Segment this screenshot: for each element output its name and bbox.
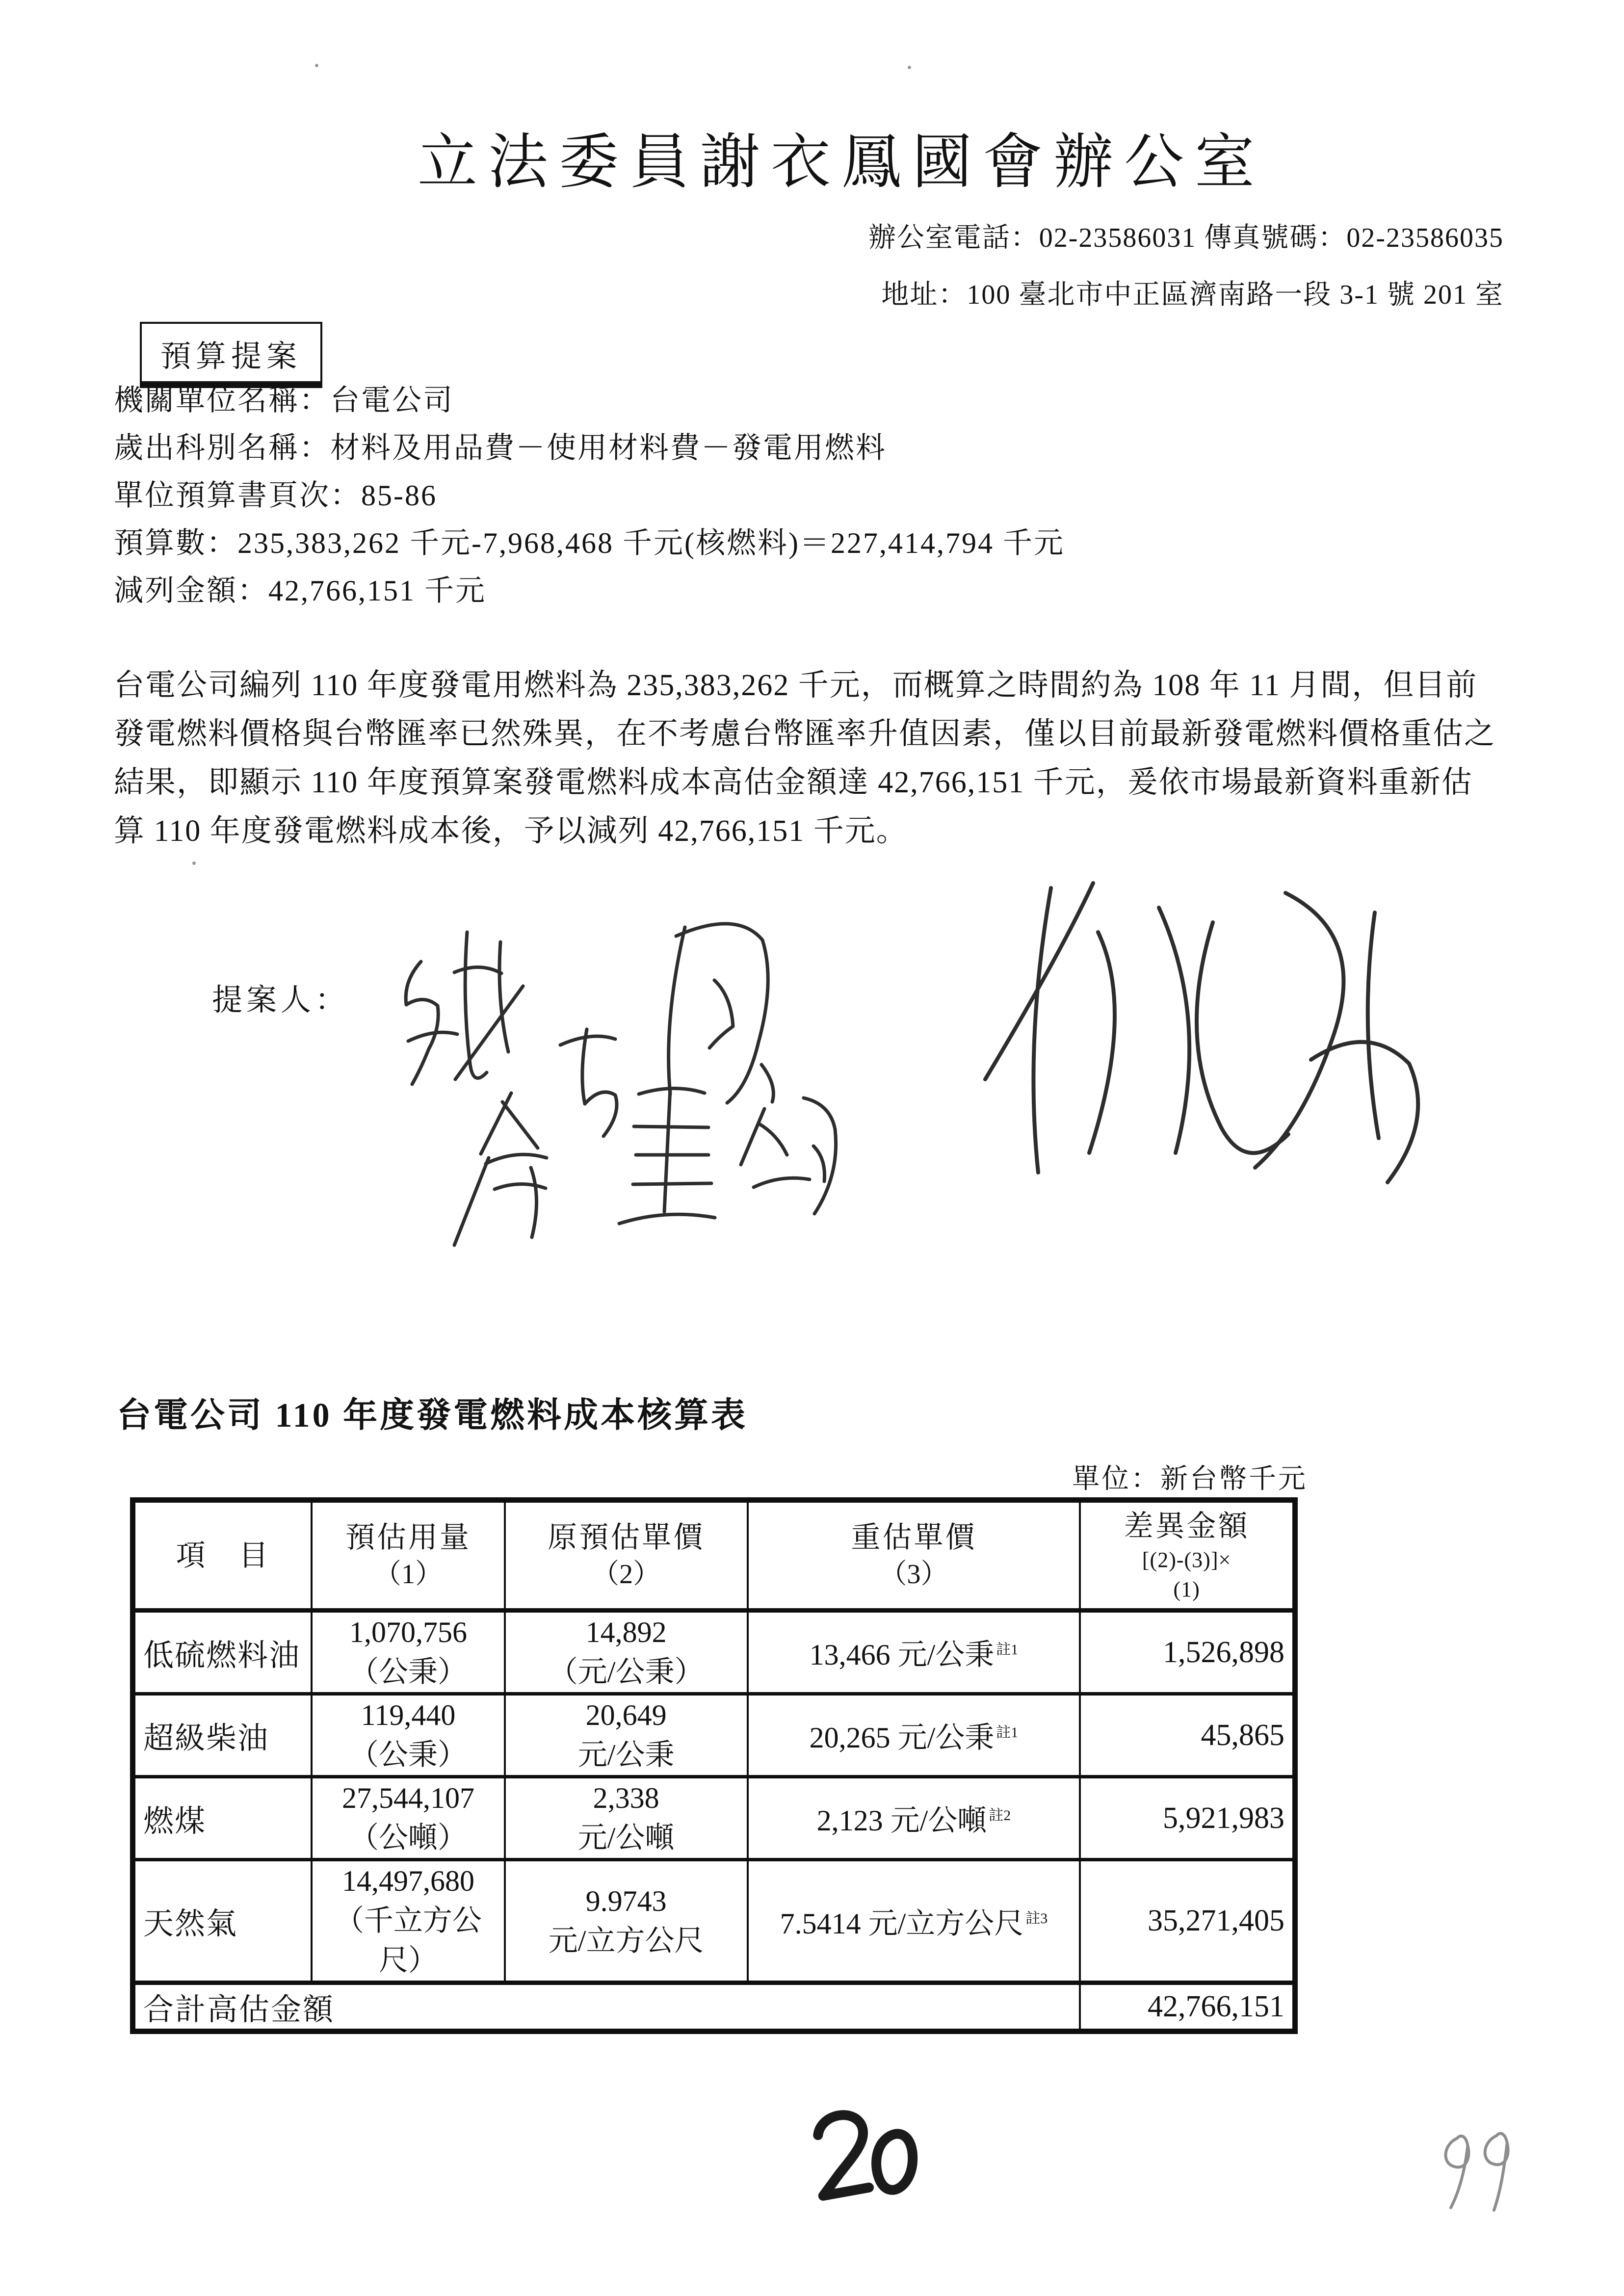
office-phone-fax-line: 辦公室電話：02-23586031 傳真號碼：02-23586035 [868, 223, 1504, 253]
row-difference-amount: 5,921,983 [1080, 1777, 1295, 1860]
row-difference-amount: 1,526,898 [1080, 1611, 1295, 1694]
currency-unit-note: 單位：新台幣千元 [1072, 1464, 1308, 1494]
footnote-ref: 註1 [996, 1642, 1019, 1658]
col-header-reestimated-unit-price: 重估單價 （3） [748, 1500, 1080, 1611]
table-row [133, 1611, 1295, 1694]
reduction-amount-line: 減列金額：42,766,151 千元 [114, 574, 486, 607]
expenditure-category-line: 歲出科別名稱：材料及用品費－使用材料費－發電用燃料 [114, 432, 887, 464]
proposal-body-paragraph [114, 661, 1537, 856]
total-label: 合計高估金額 [133, 1983, 1080, 2032]
cost-table-title: 台電公司 110 年度發電燃料成本核算表 [117, 1397, 748, 1435]
proposer-signatures-handwriting [339, 849, 1447, 1251]
table-total-row [133, 1983, 1295, 2032]
footnote-ref: 註2 [989, 1807, 1011, 1824]
row-item-name: 天然氣 [133, 1860, 312, 1983]
budget-amount-line: 預算數：235,383,262 千元-7,968,468 千元(核燃料)＝227,414,794 千元 [114, 527, 1065, 559]
col-header-original-unit-price: 原預估單價 （2） [505, 1500, 748, 1611]
signature-1 [406, 924, 773, 1136]
table-row [133, 1777, 1295, 1860]
footnote-ref: 註3 [1025, 1910, 1048, 1927]
row-original-unit-price: 14,892 （元/公秉） [505, 1611, 748, 1694]
row-item-name: 燃煤 [133, 1777, 312, 1860]
handwritten-page-number-20 [791, 2097, 924, 2221]
agency-name-line: 機關單位名稱：台電公司 [114, 384, 454, 417]
row-estimated-usage: 1,070,756 （公秉） [312, 1611, 504, 1694]
row-estimated-usage: 27,544,107 （公噸） [312, 1777, 504, 1860]
handwritten-corner-number-99 [1431, 2116, 1528, 2218]
col-header-item: 項 目 [133, 1500, 312, 1611]
signature-2 [454, 1088, 836, 1245]
signature-3 [985, 883, 1418, 1182]
row-reestimated-unit-price: 2,123 元/公噸 $^{註2}$ [748, 1777, 1080, 1860]
row-reestimated-unit-price: 13,466 元/公秉 $^{註1}$ [748, 1611, 1080, 1694]
table-row [133, 1694, 1295, 1777]
paragraph-line: 結果，即顯示 110 年度預算案發電燃料成本高估金額達 42,766,151 千元，爰依市場最新資料重新估 [114, 766, 1473, 799]
scan-speck [192, 861, 196, 865]
budget-book-page-line: 單位預算書頁次：85-86 [114, 479, 437, 512]
proposal-info-block [114, 377, 1065, 615]
proposal-label: 預算提案 [160, 340, 302, 373]
row-original-unit-price: 9.9743 元/立方公尺 [505, 1860, 748, 1983]
scan-speck [315, 64, 318, 67]
paragraph-line: 算 110 年度發電燃料成本後，予以減列 42,766,151 千元。 [114, 814, 908, 848]
paragraph-line: 台電公司編列 110 年度發電用燃料為 235,383,262 千元，而概算之時間約為 108 年 11 月間，但目前 [114, 669, 1478, 702]
row-difference-amount: 45,865 [1080, 1694, 1295, 1777]
footnote-ref: 註1 [996, 1724, 1019, 1741]
page-title: 立法委員謝衣鳳國會辦公室 [418, 130, 1265, 196]
total-value: 42,766,151 [1080, 1983, 1295, 2032]
row-estimated-usage: 14,497,680 （千立方公尺） [312, 1860, 504, 1983]
col-header-estimated-usage: 預估用量 （1） [312, 1500, 504, 1611]
proposer-label: 提案人： [212, 984, 350, 1017]
table-row [133, 1860, 1295, 1983]
row-reestimated-unit-price: 20,265 元/公秉 $^{註1}$ [748, 1694, 1080, 1777]
row-reestimated-unit-price: 7.5414 元/立方公尺 $^{註3}$ [748, 1860, 1080, 1983]
fuel-cost-table [130, 1497, 1298, 2034]
col-header-difference-amount: 差異金額 [(2)-(3)]× (1) [1080, 1500, 1295, 1611]
row-original-unit-price: 20,649 元/公秉 [505, 1694, 748, 1777]
row-original-unit-price: 2,338 元/公噸 [505, 1777, 748, 1860]
row-item-name: 低硫燃料油 [133, 1611, 312, 1694]
row-difference-amount: 35,271,405 [1080, 1860, 1295, 1983]
scan-speck [908, 66, 911, 69]
row-estimated-usage: 119,440 （公秉） [312, 1694, 504, 1777]
row-item-name: 超級柴油 [133, 1694, 312, 1777]
office-address-line: 地址：100 臺北市中正區濟南路一段 3-1 號 201 室 [881, 280, 1504, 310]
paragraph-line: 發電燃料價格與台幣匯率已然殊異，在不考慮台幣匯率升值因素，僅以目前最新發電燃料價格重估之 [114, 717, 1496, 751]
table-header-row [133, 1500, 1295, 1611]
